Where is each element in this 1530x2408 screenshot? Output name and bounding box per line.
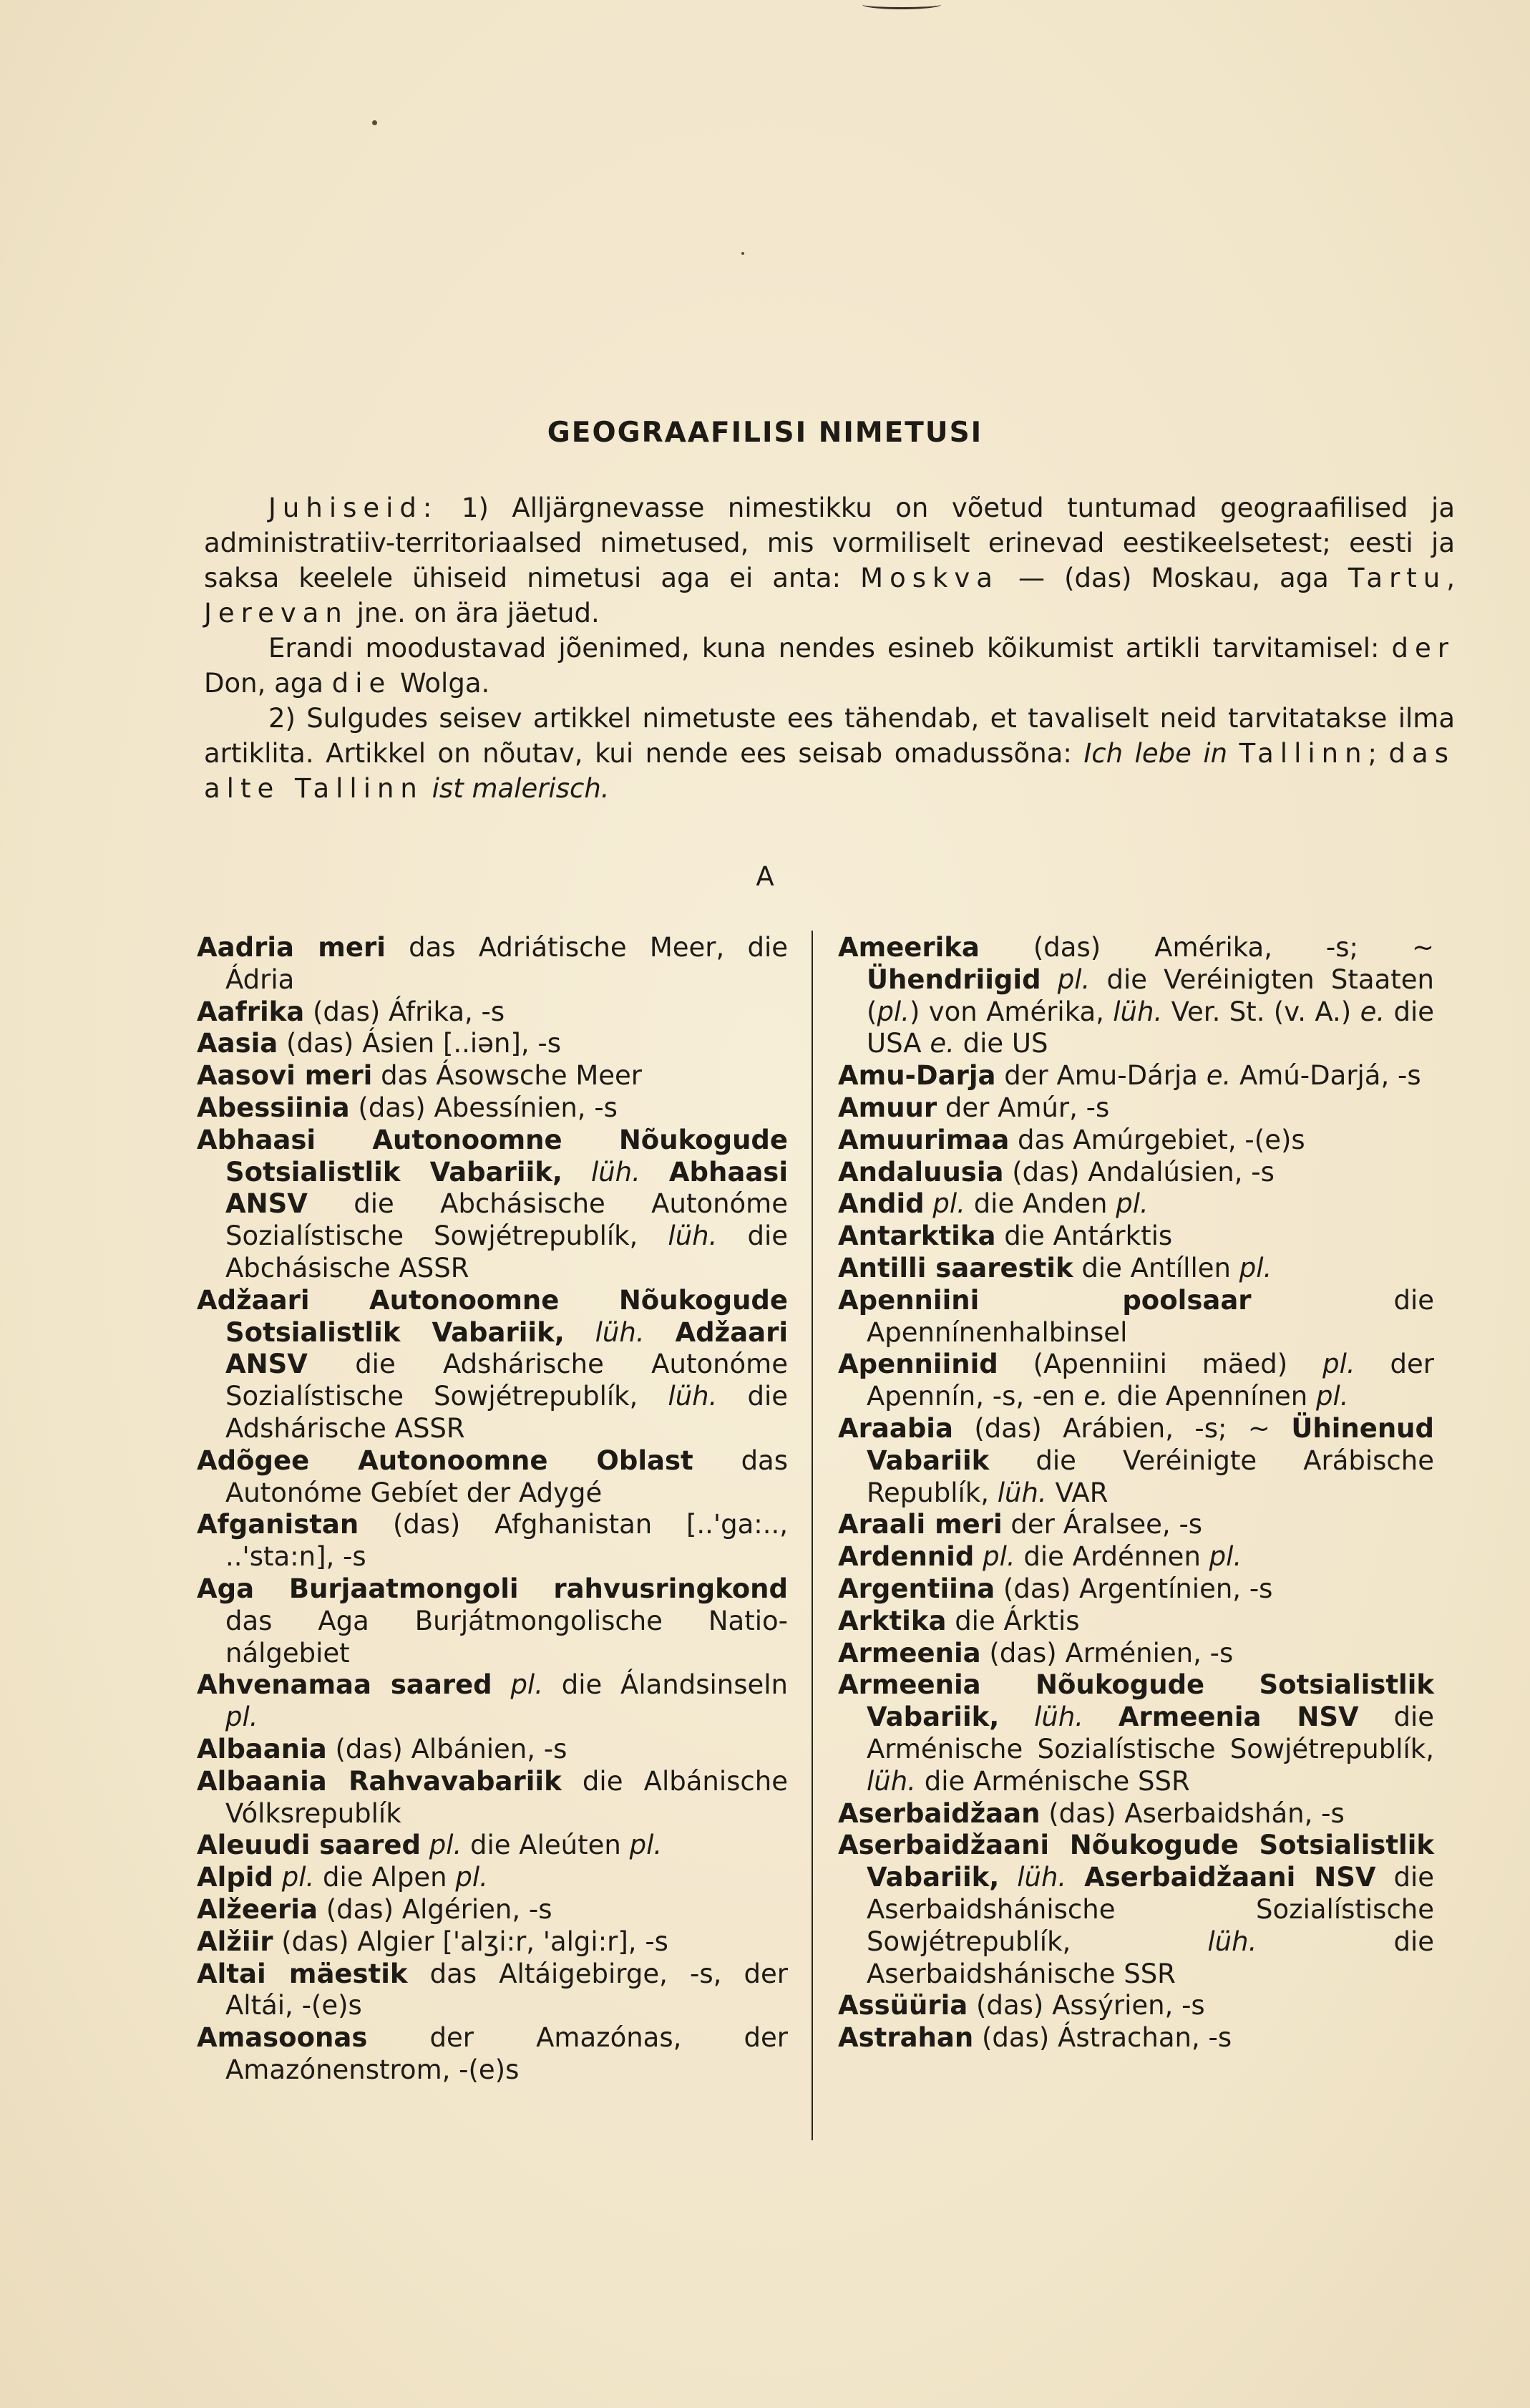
entry-text: (das) Arménien, -s	[980, 1637, 1234, 1669]
dictionary-entry	[197, 1862, 788, 1894]
entry-text: das Autonóme Gebíet der Adygé	[225, 1445, 789, 1508]
entry-text: die Veréinigte Arábische Republík,	[867, 1445, 1434, 1508]
entry-text: Moskva	[860, 563, 999, 593]
entry-text: ist malerisch.	[432, 773, 610, 804]
entry-text: der Amúr, -s	[937, 1092, 1110, 1123]
headword: Aleuudi saared	[197, 1830, 421, 1861]
dictionary-entry	[197, 1028, 788, 1060]
headword: Alžeeria	[197, 1893, 318, 1925]
entry-text	[421, 1830, 429, 1860]
entry-text: pl.	[877, 996, 910, 1027]
entry-text	[1227, 738, 1239, 769]
entry-text: Don, aga	[204, 668, 332, 699]
entry-text: die Apennínen	[1108, 1381, 1316, 1412]
entry-text: die USA	[867, 996, 1435, 1059]
dictionary-entry	[838, 1285, 1434, 1349]
headword: Astrahan	[838, 2022, 974, 2054]
entry-text: der Amu-Dárja	[995, 1060, 1207, 1092]
headword: Aasovi meri	[197, 1060, 373, 1092]
dictionary-entry	[197, 2022, 788, 2087]
entry-text: (Apenniini mäed)	[998, 1349, 1323, 1380]
dictionary-entry	[838, 2022, 1434, 2054]
dictionary-entry	[838, 1990, 1434, 2022]
entry-text: die Albánische Vólksrepublík	[225, 1765, 788, 1829]
headword: Antilli saarestik	[838, 1252, 1073, 1283]
paper-speck	[372, 120, 377, 125]
dictionary-entry	[838, 1606, 1434, 1638]
column-divider	[812, 931, 813, 2140]
headword: Ahvenamaa saared	[197, 1669, 492, 1701]
entry-text: (das) Afghanistan [..'ga:.., ..'sta:n], -s	[225, 1509, 788, 1573]
entry-text	[925, 1188, 933, 1219]
entry-text: e.	[1206, 1060, 1232, 1092]
entry-text: e.	[930, 1028, 955, 1059]
dictionary-entry	[197, 1509, 788, 1573]
entry-text: die	[331, 668, 392, 699]
left-column	[197, 932, 788, 2087]
dictionary-entry	[838, 1253, 1434, 1285]
entry-text: Ver. St. (v. A.)	[1162, 996, 1360, 1027]
entry-text: das alte Tallinn	[204, 738, 1455, 804]
headword: Aserbaidžaan	[838, 1797, 1041, 1829]
headword: Arktika	[838, 1605, 947, 1636]
entry-text: pl.	[1057, 963, 1091, 995]
dictionary-entry	[197, 1573, 788, 1669]
instructions	[204, 490, 1455, 806]
entry-text: die Aleúten	[462, 1830, 630, 1861]
headword: Aserbaidžaani Nõukogude Sotsialistlik Vabariik,	[838, 1830, 1434, 1893]
dictionary-entry	[838, 1188, 1434, 1220]
entry-text: (das) Ástrachan, -s	[973, 2022, 1232, 2054]
headword: Alpid	[197, 1862, 273, 1893]
entry-text: das Ásowsche Meer	[372, 1060, 643, 1092]
entry-text	[999, 1862, 1017, 1893]
entry-text: die Ardénnen	[1015, 1541, 1209, 1573]
headword: Amuur	[838, 1092, 937, 1123]
entry-text: pl.	[510, 1669, 543, 1701]
headword: Ühinenud Vabariik	[867, 1412, 1434, 1476]
dictionary-entry	[197, 1958, 788, 2023]
headword: Altai mäestik	[197, 1958, 408, 1989]
headword: Amasoonas	[197, 2022, 368, 2054]
headword: Ameerika	[838, 932, 980, 963]
dictionary-entry	[197, 932, 788, 996]
entry-text: das Adriátische Meer, die Ádria	[225, 932, 788, 995]
entry-text: das Altáigebirge, -s, der Altái, -(e)s	[225, 1958, 788, 2021]
entry-text: pl.	[429, 1830, 462, 1861]
entry-text: der Amazónas, der Amazónenstrom, -(e)s	[225, 2022, 788, 2085]
entry-text: das Aga Burjátmongolische Nationálgebiet	[225, 1605, 788, 1669]
entry-text	[645, 1317, 676, 1348]
instructions-paragraph-1	[204, 490, 1455, 631]
entry-text: lüh.	[1034, 1701, 1084, 1733]
dictionary-entry	[197, 1092, 788, 1125]
entry-text: die Apennínenhalbinsel	[867, 1284, 1434, 1348]
entry-text	[424, 773, 432, 804]
entry-text: der	[1391, 633, 1455, 664]
entry-text: ,	[1446, 563, 1456, 593]
dictionary-entry	[838, 1125, 1434, 1157]
entry-text	[562, 1157, 591, 1188]
dictionary-entry	[838, 1349, 1434, 1413]
entry-text: die Antíllen	[1073, 1252, 1239, 1283]
dictionary-entry	[197, 1894, 788, 1926]
headword: Abhaasi ANSV	[225, 1156, 789, 1220]
headword: Araabia	[838, 1412, 953, 1444]
entry-text: Juhiseid:	[268, 492, 439, 523]
entry-text: (das) Andalúsien, -s	[1003, 1156, 1275, 1188]
dictionary-entry	[838, 1638, 1434, 1670]
entry-text: die Arménische Sozialístische Sowjétrepublík,	[867, 1701, 1435, 1764]
entry-text: lüh.	[997, 1477, 1047, 1508]
entry-text: Erandi moodustavad jõenimed, kuna nendes esineb kõikumist artikli tarvitamisel:	[268, 633, 1392, 664]
entry-text: (das) Áfrika, -s	[304, 996, 505, 1027]
entry-text: ) von Amérika,	[909, 996, 1114, 1027]
entry-text: Tartu	[1348, 563, 1447, 593]
entry-text: pl.	[1239, 1252, 1272, 1283]
dictionary-entry	[838, 1541, 1434, 1573]
dictionary-entry	[838, 1798, 1434, 1830]
headword: Adžaari Autonoomne Nõukogude Sotsialistlik Vabariik,	[197, 1284, 788, 1348]
entry-text: pl.	[932, 1188, 965, 1220]
entry-text: die Antárktis	[995, 1220, 1173, 1252]
entry-text: 2) Sulgudes seisev artikkel nimetuste ees tähendab, et tavaliselt neid tarvitatakse ilma artiklita. Artikkel on nõutav, kui nende ees seisab omadussõna:	[204, 703, 1455, 769]
headword: Albaania	[197, 1733, 327, 1764]
dictionary-entry	[838, 1092, 1434, 1125]
page-title: GEOGRAAFILISI NIMETUSI	[547, 417, 983, 449]
entry-text: das Amúrgebiet, -(e)s	[1009, 1124, 1305, 1155]
entry-text	[1066, 1862, 1084, 1893]
page-top-mark	[862, 0, 941, 9]
entry-text: lüh.	[668, 1381, 718, 1412]
entry-text: die US	[954, 1028, 1048, 1059]
entry-text: die Álandsinseln	[542, 1669, 789, 1701]
headword: Apenniini poolsaar	[838, 1284, 1252, 1316]
dictionary-entry	[197, 1125, 788, 1285]
headword: Armeenia	[838, 1637, 981, 1669]
entry-text: (das) Abessínien, -s	[349, 1092, 618, 1123]
dictionary-entry	[197, 1060, 788, 1092]
entry-text: pl.	[1116, 1188, 1149, 1220]
entry-text: pl.	[983, 1541, 1015, 1573]
headword: Aasia	[197, 1028, 278, 1059]
right-column	[838, 932, 1434, 2054]
entry-text: (das) Aserbaidshán, -s	[1040, 1797, 1345, 1829]
entry-text: (das) Ásien [..iən], -s	[278, 1028, 561, 1059]
dictionary-entry	[197, 1734, 788, 1766]
entry-text: pl.	[455, 1862, 488, 1893]
headword: Antarktika	[838, 1220, 996, 1252]
headword: Aafrika	[197, 996, 305, 1027]
headword: Amuurimaa	[838, 1124, 1010, 1155]
headword: Alžiir	[197, 1926, 273, 1957]
dictionary-entry	[197, 996, 788, 1029]
headword: Andid	[838, 1188, 925, 1220]
section-letter: A	[756, 861, 774, 892]
entry-text: lüh.	[1113, 996, 1163, 1027]
entry-text: (das) Arábien, -s; ~	[952, 1412, 1292, 1444]
entry-text: pl.	[629, 1830, 663, 1861]
entry-text: (das) Argentínien, -s	[995, 1573, 1273, 1604]
entry-text: lüh.	[1017, 1862, 1067, 1893]
entry-text: (das) Algier ['alʒi:r, 'algi:r], -s	[273, 1926, 668, 1957]
headword: Armeenia NSV	[1118, 1701, 1359, 1733]
entry-text: (das) Algérien, -s	[317, 1893, 552, 1925]
entry-text: die Arménische SSR	[915, 1765, 1190, 1797]
entry-text: die Adshárische ASSR	[225, 1381, 788, 1444]
entry-text: die Anden	[965, 1188, 1116, 1220]
entry-text	[565, 1317, 595, 1348]
entry-text: Ich lebe in	[1083, 738, 1228, 769]
dictionary-entry	[838, 1157, 1434, 1189]
entry-text: die Adshárische Autonóme Sozialístische Sowjétrepublík,	[225, 1349, 788, 1412]
headword: Adžaari ANSV	[225, 1316, 789, 1380]
headword: Albaania Rahvavabariik	[197, 1765, 562, 1797]
entry-text: lüh.	[867, 1765, 916, 1797]
headword: Aserbaidžaani NSV	[1084, 1862, 1376, 1893]
dictionary-entry	[197, 1669, 788, 1734]
dictionary-entry	[838, 1830, 1434, 1990]
dictionary-entry	[197, 1285, 788, 1445]
entry-text: Amú-Darjá, -s	[1231, 1060, 1421, 1092]
dictionary-entry	[838, 1413, 1434, 1509]
dictionary-entry	[838, 1060, 1434, 1092]
entry-text: pl.	[1315, 1381, 1349, 1412]
entry-text: VAR	[1046, 1477, 1108, 1508]
headword: Abhaasi Autonoomne Nõukogude Sotsialistlik Vabariik,	[197, 1124, 788, 1188]
entry-text	[999, 1701, 1034, 1732]
entry-text: Jerevan	[204, 598, 349, 628]
headword: Amu-Darja	[838, 1060, 996, 1092]
entry-text: (das) Assýrien, -s	[968, 1990, 1205, 2021]
entry-text: pl.	[1322, 1349, 1355, 1380]
entry-text: pl.	[281, 1862, 315, 1893]
entry-text: lüh.	[590, 1156, 640, 1188]
headword: Aga Burjaatmongoli rahvusringkond	[197, 1573, 788, 1604]
paper-speck	[741, 252, 744, 255]
entry-text	[1083, 1701, 1119, 1732]
instructions-paragraph-3	[204, 701, 1455, 806]
headword: Assüüria	[838, 1990, 968, 2021]
headword: Apenniinid	[838, 1349, 998, 1380]
entry-text: die Veréinigten Staaten (	[867, 963, 1434, 1027]
entry-text: pl.	[225, 1701, 258, 1733]
entry-text: lüh.	[1207, 1926, 1257, 1957]
entry-text	[273, 1862, 282, 1893]
dictionary-entry	[838, 1573, 1434, 1606]
entry-text: die Abchásische Autonóme Sozialístische Sowjétrepublík,	[225, 1188, 788, 1252]
headword: Aadria meri	[197, 932, 386, 963]
entry-text: der Áralsee, -s	[1002, 1509, 1203, 1540]
headword: Adõgee Autonoomne Oblast	[197, 1445, 693, 1476]
entry-text: e.	[1360, 996, 1385, 1027]
entry-text: ;	[1368, 738, 1389, 769]
dictionary-entry	[197, 1766, 788, 1830]
entry-text: (das) Albánien, -s	[326, 1733, 567, 1764]
dictionary-entry	[838, 1220, 1434, 1253]
dictionary-entry	[197, 1830, 788, 1862]
entry-text: pl.	[1209, 1541, 1242, 1573]
headword: Ardennid	[838, 1541, 975, 1573]
entry-text: die Alpen	[314, 1862, 456, 1893]
entry-text: jne. on ära jäetud.	[348, 598, 600, 628]
entry-text	[640, 1157, 669, 1188]
entry-text: lüh.	[668, 1220, 718, 1252]
headword: Ühendriigid	[867, 963, 1041, 995]
entry-text: 1) Alljärgnevasse nimestikku on võetud tuntumad geograafilised ja administratiiv-territoriaalsed nimetused, mis vormiliselt erinevad eestikeelsetest; eesti ja saksa keelele ühiseid nimetusi aga ei anta:	[204, 492, 1455, 593]
entry-text	[492, 1669, 511, 1700]
entry-text: der Apennín, -s, -en	[867, 1349, 1434, 1412]
entry-text: (das) Amérika, -s; ~	[979, 932, 1434, 963]
headword: Andaluusia	[838, 1156, 1004, 1188]
dictionary-entry	[838, 932, 1434, 1060]
dictionary-entry	[838, 1509, 1434, 1541]
headword: Abessiinia	[197, 1092, 350, 1123]
headword: Afganistan	[197, 1509, 359, 1540]
dictionary-entry	[838, 1669, 1434, 1797]
entry-text: e.	[1083, 1381, 1108, 1412]
entry-text: lüh.	[595, 1316, 645, 1348]
entry-text: — (das) Moskau, aga	[998, 563, 1348, 593]
entry-text	[974, 1541, 983, 1572]
dictionary-entry	[197, 1926, 788, 1958]
entry-text: Wolga.	[391, 668, 490, 699]
entry-text: die Aserbaidshánische Sozialístische Sowjétrepublík,	[867, 1862, 1435, 1957]
headword: Araali meri	[838, 1509, 1003, 1540]
headword: Armeenia Nõukogude Sotsialistlik Vabariik,	[838, 1669, 1434, 1733]
entry-text: Tallinn	[1239, 738, 1368, 769]
dictionary-entry	[197, 1445, 788, 1510]
entry-text: die Aserbaidshánische SSR	[867, 1926, 1434, 1989]
entry-text	[1041, 964, 1058, 995]
entry-text: die Abchásische ASSR	[225, 1220, 788, 1283]
entry-text: die Árktis	[946, 1605, 1080, 1636]
headword: Argentiina	[838, 1573, 995, 1604]
instructions-paragraph-2	[204, 631, 1455, 701]
